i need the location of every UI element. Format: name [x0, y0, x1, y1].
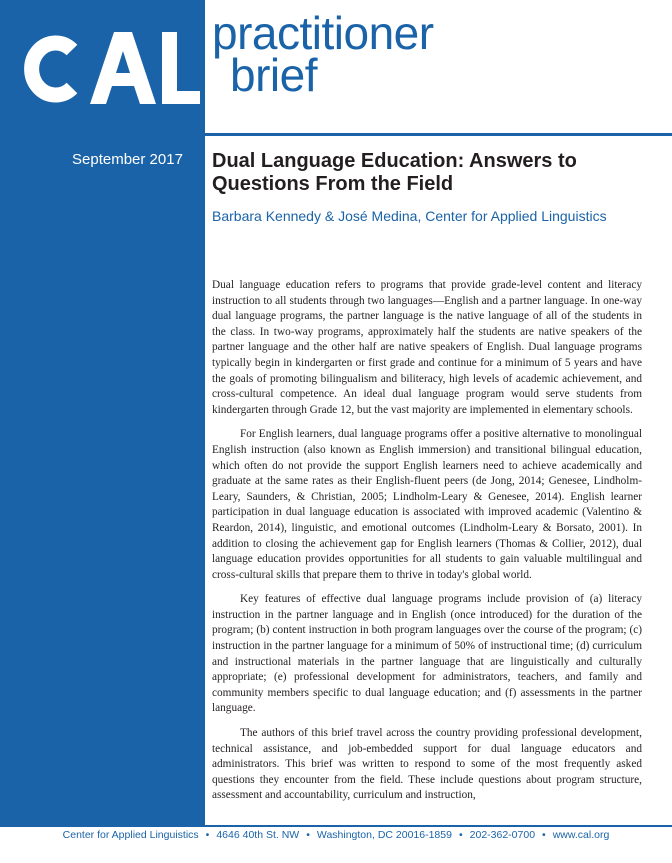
footer-separator: • — [205, 829, 210, 841]
footer-website-link[interactable]: www.cal.org — [552, 829, 610, 841]
footer-separator: • — [458, 829, 463, 841]
paragraph: Key features of effective dual language programs include provision of (a) literacy instruction in the partner language and in English (once introduced) for the duration of the program; (b) content instruction in both program languages over the course of the program; (c) instruction in the partner language for a minimum of 50% of instructional time; (d) curriculum and instructional materials in the partner language that are linguistically and culturally appropriate; (e) professional development for administrators, teachers, and family and community members specific to dual language education; and (f) assessments in the partner language. — [212, 593, 642, 715]
document-title: Dual Language Education: Answers to Questions From the Field — [212, 150, 577, 195]
brand-line-practitioner: practitioner — [212, 7, 434, 59]
footer-address: 4646 40th St. NW — [216, 829, 300, 841]
brand-line-brief: brief — [230, 49, 317, 101]
authors-line: Barbara Kennedy & José Medina, Center for Applied Linguistics — [212, 208, 607, 224]
footer-rule — [0, 825, 672, 827]
article-body — [212, 278, 642, 813]
left-color-band — [0, 0, 205, 825]
paragraph: Dual language education refers to programs that provide grade-level content and literacy instruction to all students through two languages—English and a partner language. In one-way dual language programs, the partner language is the native language of all of the students in the class. In two-way programs, approximately half the students are native speakers of the partner language and the other half are native speakers of English. Dual language programs typically begin in kindergarten or first grade and continue for a minimum of 5 years and have the goals of promoting bilingualism and biliteracy, high levels of academic achievement, and cross-cultural competence. An ideal dual language program would serve students from kindergarten through Grade 12, but the vast majority are implemented in elementary schools. — [212, 279, 642, 416]
footer-separator: • — [306, 829, 310, 841]
footer-separator: • — [542, 829, 546, 841]
publication-date: September 2017 — [72, 151, 183, 168]
footer-city: Washington, DC 20016-1859 — [316, 829, 452, 841]
footer-phone: 202-362-0700 — [469, 829, 536, 841]
brand-wordmark — [212, 7, 434, 101]
paragraph: For English learners, dual language programs offer a positive alternative to monolingual English instruction (also known as English immersion) and transitional bilingual education, which often do not provide the support English learners need to achieve academically and graduate at the same rates as their English-fluent peers (de Jong, 2014; Genesee, Lindholm-Leary, Saunders, & Christian, 2005; Lindholm-Leary & Genesee, 2014). English learner participation in dual language education is associated with improved academic (Valentino & Reardon, 2014), linguistic, and emotional outcomes (Lindholm-Leary & Borsato, 2001). In addition to closing the achievement gap for English learners (Thomas & Collier, 2012), dual language education provides opportunities for all students to gain valuable multilingual and cross-cultural skills that prepare them to thrive in today's global world. — [212, 428, 642, 581]
header-rule — [205, 133, 672, 136]
footer — [0, 829, 672, 841]
cal-logo — [20, 22, 200, 112]
paragraph: The authors of this brief travel across the country providing professional development, technical assistance, and job-embedded support for dual language educators and administrators. This brief was written to respond to some of the most frequently asked questions they encounter from the field. These include questions about program structure, assessment and accountability, curriculum and instruction, — [212, 727, 642, 802]
footer-org: Center for Applied Linguistics — [62, 829, 199, 841]
